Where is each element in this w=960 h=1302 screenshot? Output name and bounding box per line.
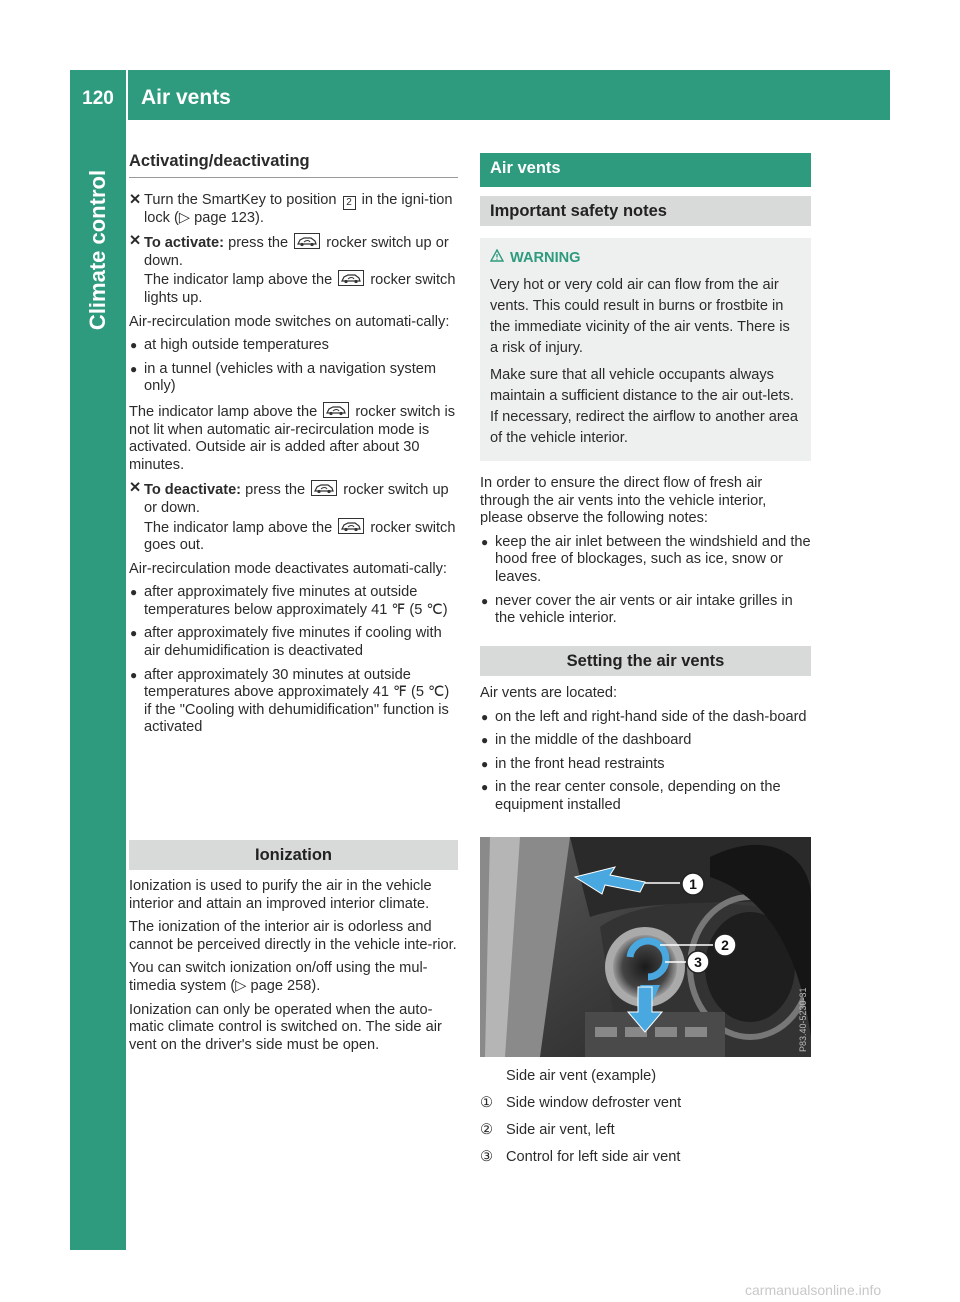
page-ref-arrow-icon: ▷ [235,977,247,994]
air-vent-illustration [480,837,811,1057]
right-column [480,153,811,634]
paragraph: The indicator lamp above the rocker switch is not lit when automatic air-recirculation mode is activated. Outside air is added after about 30 minutes. [129,403,456,473]
paragraph: Ionization is used to purify the air in the vehicle interior and attain an improved interior climate. [129,878,432,912]
bullet-item: ● in the middle of the dashboard [481,732,692,749]
paragraph: Ionization can only be operated when the auto-matic climate control is switched on. The side air vent on the driver's side must be open. [129,1001,442,1053]
section-band-safety-notes: Important safety notes [480,196,811,226]
callout-3: 3 [694,954,702,970]
caption-item: ③ Control for left side air vent [480,1147,811,1168]
ionization-section [129,840,458,1060]
r-bullet-marker-icon: ● [481,756,489,771]
x-step-marker-icon: ✕ [129,191,142,208]
bullet-item: ● on the left and right-hand side of the dash-board [481,708,807,725]
ionization-heading: Ionization [129,840,458,870]
bullet-item: ● never cover the air vents or air intake grilles in the vehicle interior. [481,592,793,627]
section-band-setting: Setting the air vents [480,646,811,676]
bullet-item: ● in the front head restraints [481,755,665,772]
warning-triangle-icon [490,248,504,269]
r-bullet-marker-icon: ● [130,585,138,600]
circled-number-icon: ② [480,1122,494,1138]
car-recirculation-icon [311,480,337,496]
circled-number-icon: ① [480,1095,494,1111]
x-step-marker-icon: ✕ [129,480,142,497]
chapter-title: Air vents [141,86,231,109]
section-band-air-vents: Air vents [480,153,811,187]
bullet-item: ● after approximately 30 minutes at outside temperatures above approximately 41 ℉ (5 ℃) if the "Cooling with dehumidification" function is activated [130,666,450,736]
r-bullet-marker-icon: ● [481,780,489,795]
r-bullet-marker-icon: ● [130,626,138,641]
image-code: P83.40-5230-31 [798,987,808,1052]
circled-number-icon: ③ [480,1149,494,1165]
warning-text: Make sure that all vehicle occupants always maintain a sufficient distance to the air out-lets. If necessary, redirect the airflow to another area of the vehicle interior. [490,367,798,446]
car-recirculation-icon [294,233,320,249]
x-step-marker-icon: ✕ [129,233,142,250]
paragraph: The ionization of the interior air is odorless and cannot be perceived directly in the vehicle inte-rior. [129,919,457,953]
figure-captions [480,1066,811,1174]
r-bullet-marker-icon: ● [481,593,489,608]
caption-item: ② Side air vent, left [480,1120,811,1141]
r-bullet-marker-icon: ● [481,733,489,748]
warning-text: Very hot or very cold air can flow from the air vents. This could result in burns or frostbite in the immediate vicinity of the air vents. There is a risk of injury. [490,277,790,356]
bullet-item: ● keep the air inlet between the windshield and the hood free of blockages, such as ice, snow or leaves. [481,533,811,585]
paragraph: In order to ensure the direct flow of fresh air through the air vents into the vehicle interior, please observe the following notes: [480,475,767,527]
r-bullet-marker-icon: ● [130,338,138,353]
figure-caption: Side air vent (example) [506,1068,657,1084]
bullet-item: ● after approximately five minutes if cooling with air dehumidification is deactivated [130,625,442,660]
step-item: ✕ To activate: press the rocker switch up or down. The indicator lamp above the rocker switch lights up. [129,233,456,306]
callout-1: 1 [689,876,697,892]
r-bullet-marker-icon: ● [481,709,489,724]
warning-title: WARNING [490,248,801,269]
car-recirculation-icon [338,518,364,534]
paragraph: Air vents are located: [480,685,618,701]
paragraph: Air-recirculation mode switches on automati-cally: [129,313,450,330]
paragraph: You can switch ionization on/off using the mul-timedia system (▷ page 258). [129,960,428,994]
section-heading: Activating/deactivating [129,153,458,178]
setting-section [480,646,811,821]
r-bullet-marker-icon: ● [130,361,138,376]
car-recirculation-icon [323,402,349,418]
warning-box [480,238,811,461]
car-recirculation-icon [338,270,364,286]
bullet-item: ● at high outside temperatures [130,337,329,354]
left-column [129,153,458,743]
page-number: 120 [82,88,114,109]
r-bullet-marker-icon: ● [481,534,489,549]
bullet-item: ● in a tunnel (vehicles with a navigation system only) [130,360,437,395]
r-bullet-marker-icon: ● [130,667,138,682]
bullet-item: ● after approximately five minutes at outside temperatures below approximately 41 ℉ (5 ℃) [130,584,448,618]
header-divider [126,70,128,120]
side-tab-label: Climate control [85,169,110,331]
step-item: ✕ Turn the SmartKey to position 2 in the igni-tion lock (▷ page 123). [129,191,453,226]
key-position-icon: 2 [343,196,356,210]
caption-item: ① Side window defroster vent [480,1093,811,1114]
page-ref-arrow-icon: ▷ [178,209,191,226]
callout-2: 2 [721,937,729,953]
step-item: ✕ To deactivate: press the rocker switch up or down. The indicator lamp above the rocker switch goes out. [129,480,456,554]
paragraph: Air-recirculation mode deactivates automati-cally: [129,560,447,577]
watermark-footer: carmanualsonline.info [745,1282,882,1298]
bullet-item: ● in the rear center console, depending on the equipment installed [481,779,781,813]
side-tab-label-wrap [70,130,126,370]
